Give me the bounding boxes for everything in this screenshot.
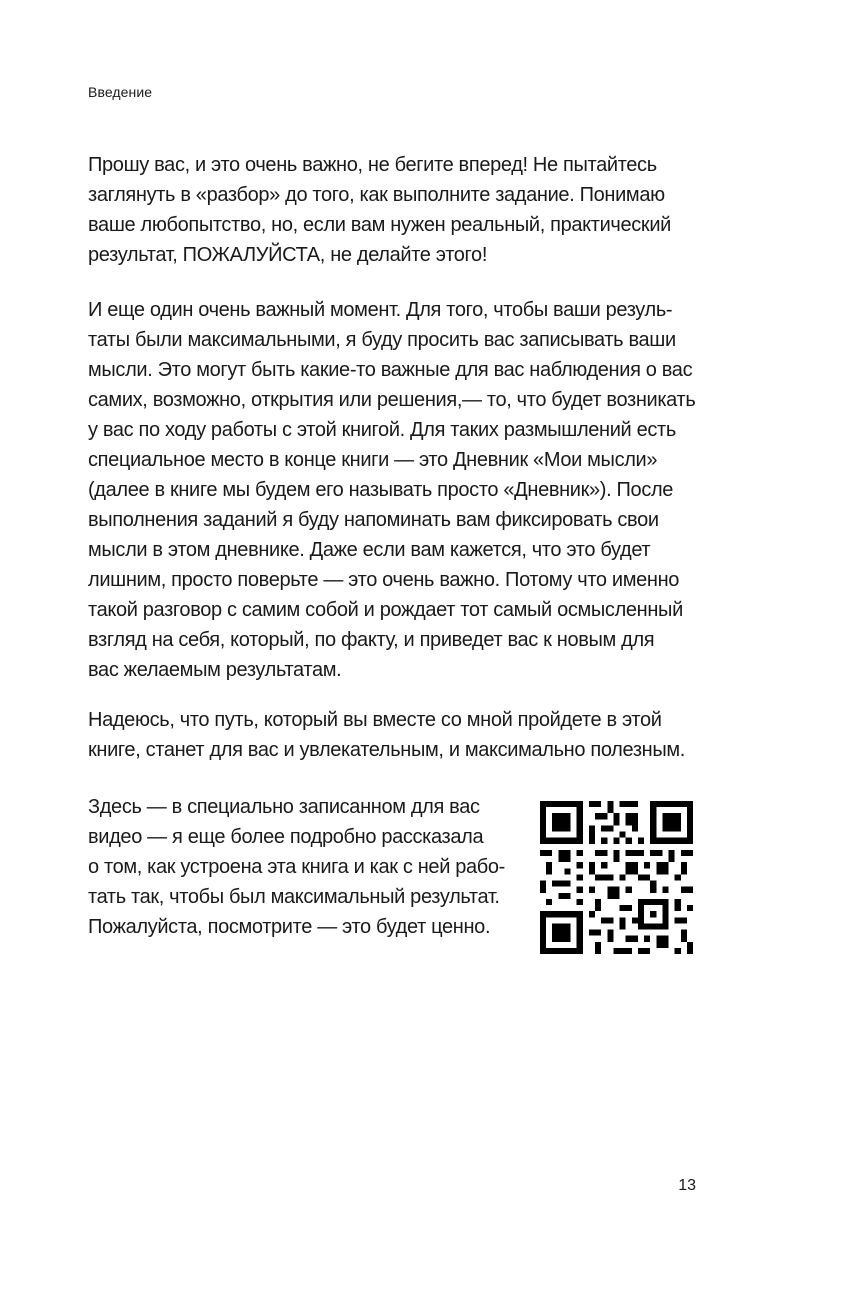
text-line: книге, станет для вас и увлекательным, и максимально полезным. [88,739,685,761]
text-line: о том, как устроена эта книга и как с ней рабо- [88,856,505,878]
paragraph-video [88,792,505,942]
text-line: Здесь — в специально записанном для вас [88,796,480,818]
text-line: ваше любопытство, но, если вам нужен реальный, практический [88,214,671,236]
qr-code[interactable] [540,801,693,954]
text-line: самих, возможно, открытия или решения,— то, что будет возникать [88,389,696,411]
running-head: Введение [88,84,153,100]
text-line: такой разговор с самим собой и рождает тот самый осмысленный [88,599,683,621]
page-number: 13 [678,1177,696,1194]
text-line: (далее в книге мы будем его называть просто «Дневник»). После [88,479,674,501]
text-line: вас желаемым результатам. [88,659,342,681]
text-line: специальное место в конце книги — это Дневник «Мои мысли» [88,449,658,471]
paragraph-do-not-skip [88,150,671,270]
qr-code-icon [540,801,693,954]
text-line: тать так, чтобы был максимальный результат. [88,886,500,908]
text-line: лишним, просто поверьте — это очень важно. Потому что именно [88,569,680,591]
text-line: результат, ПОЖАЛУЙСТА, не делайте этого! [88,244,488,266]
paragraph-hope [88,705,685,765]
paragraph-diary [88,295,695,685]
text-line: видео — я еще более подробно рассказала [88,826,484,848]
text-line: выполнения заданий я буду напоминать вам фиксировать свои [88,509,659,531]
text-line: у вас по ходу работы с этой книгой. Для таких размышлений есть [88,419,676,441]
text-line: взгляд на себя, который, по факту, и приведет вас к новым для [88,629,655,651]
text-line: мысли в этом дневнике. Даже если вам кажется, что это будет [88,539,651,561]
text-line: Прошу вас, и это очень важно, не бегите вперед! Не пытайтесь [88,154,657,176]
text-line: Надеюсь, что путь, который вы вместе со мной пройдете в этой [88,709,662,731]
text-line: И еще один очень важный момент. Для того, чтобы ваши резуль- [88,299,673,321]
text-line: мысли. Это могут быть какие-то важные для вас наблюдения о вас [88,359,693,381]
text-line: Пожалуйста, посмотрите — это будет ценно. [88,916,491,938]
text-line: таты были максимальными, я буду просить вас записывать ваши [88,329,676,351]
text-line: заглянуть в «разбор» до того, как выполните задание. Понимаю [88,184,665,206]
